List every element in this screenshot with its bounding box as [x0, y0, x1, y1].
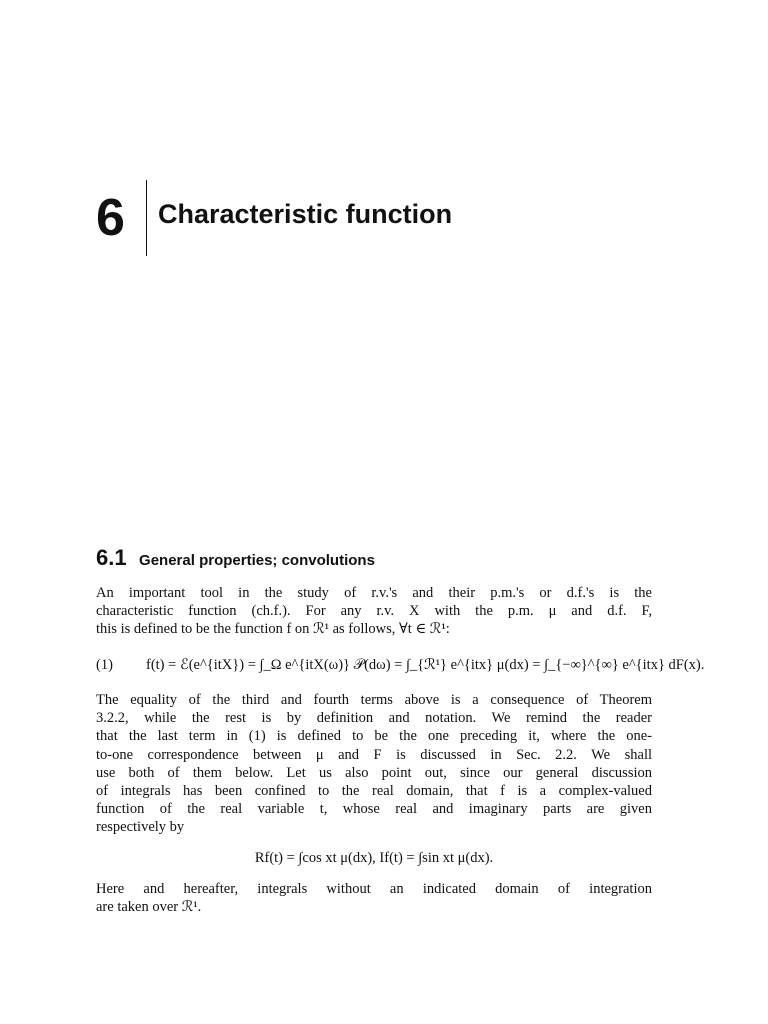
- paragraph-line: to-one correspondence between μ and F is discussed in Sec. 2.2. We shall: [96, 746, 652, 763]
- body-paragraph: [96, 691, 652, 837]
- equation-1: [96, 652, 705, 680]
- paragraph-line: 3.2.2, while the rest is by definition and notation. We remind the reader: [96, 710, 652, 727]
- paragraph-line: of integrals has been confined to the real domain, that f is a complex-valued: [96, 783, 652, 800]
- chapter-title: Characteristic function: [158, 199, 453, 229]
- closing-paragraph: [96, 880, 652, 916]
- equation-number: (1): [96, 657, 113, 673]
- section-title: General properties; convolutions: [139, 552, 375, 569]
- paragraph-line: The equality of the third and fourth terms above is a consequence of Theorem: [96, 692, 652, 708]
- paragraph-line: are taken over ℛ¹.: [96, 899, 202, 916]
- paragraph-line: Here and hereafter, integrals without an indicated domain of integration: [96, 881, 652, 897]
- paragraph-line: that the last term in (1) is defined to be the one preceding it, where the one-: [96, 728, 652, 745]
- paragraph-line: characteristic function (ch.f.). For any r.v. X with the p.m. μ and d.f. F,: [96, 603, 652, 620]
- section-heading: [96, 545, 375, 571]
- chapter-number: 6: [96, 189, 125, 247]
- paragraph-line: respectively by: [96, 819, 185, 836]
- intro-paragraph: [96, 584, 652, 639]
- section-number: 6.1: [96, 545, 127, 570]
- paragraph-line: use both of them below. Let us also point out, since our general discussion: [96, 764, 652, 781]
- equation-formula: f(t) = ℰ(e^{itX}) = ∫_Ω e^{itX(ω)} 𝒫(dω) = ∫_{ℛ¹} e^{itx} μ(dx) = ∫_{−∞}^{∞} e^{itx} dF(x).: [146, 657, 705, 673]
- chapter-divider: [146, 180, 147, 256]
- chapter-heading: [96, 180, 656, 256]
- paragraph-line: this is defined to be the function f on ℛ¹ as follows, ∀t ∈ ℛ¹:: [96, 621, 450, 638]
- equation-2: Rf(t) = ∫cos xt μ(dx), If(t) = ∫sin xt μ(dx).: [254, 850, 494, 866]
- paragraph-line: function of the real variable t, whose real and imaginary parts are given: [96, 801, 652, 818]
- paragraph-line: An important tool in the study of r.v.'s and their p.m.'s or d.f.'s is the: [96, 585, 652, 601]
